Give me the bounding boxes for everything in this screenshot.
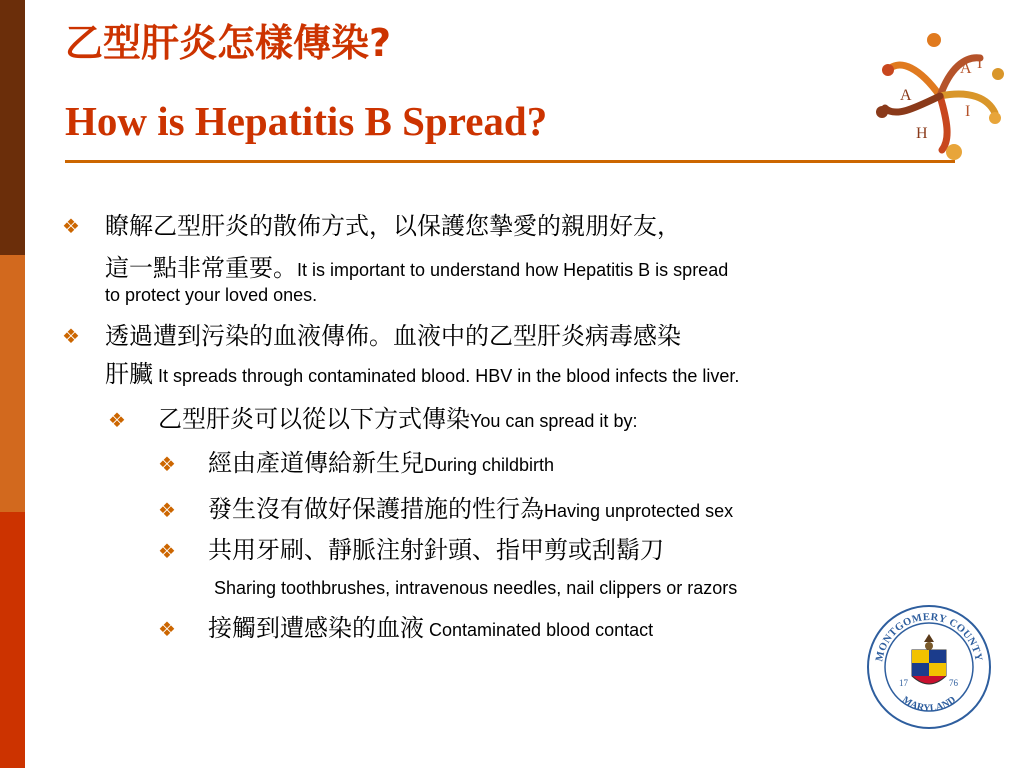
bullet-1-en-line2: It is important to understand how Hepatitis B is spread xyxy=(297,260,729,280)
diamond-bullet-icon: ❖ xyxy=(62,214,80,238)
diamond-bullet-icon: ❖ xyxy=(158,498,176,522)
bullet-2-en-line2: It spreads through contaminated blood. HBV in the blood infects the liver. xyxy=(153,366,740,386)
county-seal xyxy=(866,604,992,730)
side-bar-middle xyxy=(0,255,25,512)
sub-heading-en: You can spread it by: xyxy=(470,411,638,431)
way-4 xyxy=(208,612,653,647)
logo-letter-i1: I xyxy=(977,55,983,72)
title-chinese: 乙型肝炎怎樣傳染? xyxy=(65,21,392,65)
bullet-2-zh-line1: 透過遭到污染的血液傳佈。血液中的乙型肝炎病毒感染 xyxy=(105,322,681,350)
way-2-en: Having unprotected sex xyxy=(544,501,734,521)
way-2 xyxy=(208,493,733,528)
diamond-bullet-icon: ❖ xyxy=(158,452,176,476)
diamond-bullet-icon: ❖ xyxy=(62,324,80,348)
logo-letter-a1: A xyxy=(900,87,912,104)
sub-heading xyxy=(158,403,637,438)
way-4-en: Contaminated blood contact xyxy=(424,620,654,640)
diamond-bullet-icon: ❖ xyxy=(158,617,176,641)
diamond-bullet-icon: ❖ xyxy=(108,408,126,432)
title-english: How is Hepatitis B Spread? xyxy=(65,98,548,144)
bullet-2-line2 xyxy=(105,358,739,393)
side-bar-top xyxy=(0,0,25,255)
logo-letter-i2: I xyxy=(965,103,971,120)
seal-top-text: MONTGOMERY COUNTY xyxy=(874,611,984,663)
bullet-2-zh-line2: 肝臟 xyxy=(105,360,153,388)
logo-letter-h: H xyxy=(916,125,928,142)
way-2-zh: 發生沒有做好保護措施的性行為 xyxy=(208,495,544,523)
way-3-en: Sharing toothbrushes, intravenous needles, nail clippers or razors xyxy=(214,578,738,598)
aahi-logo xyxy=(870,28,1010,163)
way-4-zh: 接觸到遭感染的血液 xyxy=(208,614,424,642)
diamond-bullet-icon: ❖ xyxy=(158,539,176,563)
seal-bottom-text: MARYLAND xyxy=(900,694,958,715)
seal-year-right: 76 xyxy=(949,678,958,688)
way-3-zh: 共用牙刷、靜脈注射針頭、指甲剪或刮鬍刀 xyxy=(208,536,664,564)
side-bar-bottom xyxy=(0,512,25,768)
bullet-1-en-line3: to protect your loved ones. xyxy=(105,285,318,305)
way-1 xyxy=(208,447,554,482)
bullet-1-zh-line2: 這一點非常重要。 xyxy=(105,254,297,282)
logo-letter-a2: A xyxy=(960,60,972,77)
title-divider xyxy=(65,160,955,163)
way-1-en: During childbirth xyxy=(424,455,555,475)
logo-petals xyxy=(876,33,1004,160)
sub-heading-zh: 乙型肝炎可以從以下方式傳染 xyxy=(158,405,470,433)
way-1-zh: 經由產道傳給新生兒 xyxy=(208,449,424,477)
seal-year-left: 17 xyxy=(899,678,908,688)
bullet-1-zh-line1: 瞭解乙型肝炎的散佈方式，以保護您摯愛的親朋好友， xyxy=(105,212,681,240)
